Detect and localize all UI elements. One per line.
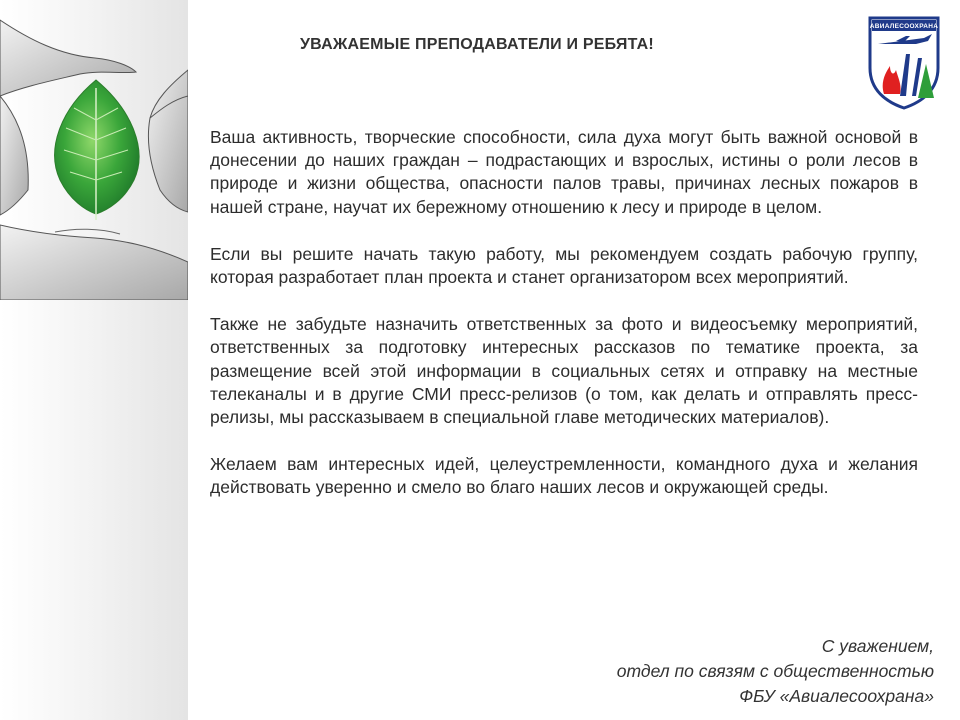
paragraph-wishes: Желаем вам интересных идей, целеустремленности, командного духа и желания действовать уверенно и смело во благо наших лесов и окружающей среды. xyxy=(210,454,918,498)
page-title: УВАЖАЕМЫЕ ПРЕПОДАВАТЕЛИ И РЕБЯТА! xyxy=(300,36,654,53)
signature-line-organization: ФБУ «Авиалесоохрана» xyxy=(739,686,934,706)
paragraph-working-group: Если вы решите начать такую работу, мы рекомендуем создать рабочую группу, которая разработает план проекта и станет организатором всех мероприятий. xyxy=(210,243,918,288)
hands-leaf-illustration xyxy=(0,0,188,300)
paragraph-responsibilities: Также не забудьте назначить ответственных за фото и видеосъемку мероприятий, ответственных за подготовку интересных рассказов по тематике проекта, за размещение всей этой информации в социальных сетях и отправку на местные телеканалы и в другие СМИ пресс-релизов (о том, как делать и отправлять пресс-релизы, мы рассказываем в специальной главе методических материалов). xyxy=(210,314,918,428)
letter-body xyxy=(210,126,918,524)
signature xyxy=(414,634,934,709)
logo-text: АВИАЛЕСООХРАНА xyxy=(869,23,939,30)
avialesookhrana-logo xyxy=(866,14,942,110)
paragraph-activity: Ваша активность, творческие способности, сила духа могут быть важной основой в донесении до наших граждан – подрастающих и взрослых, истины о роли лесов в природе и жизни общества, опасности палов травы, причинах лесных пожаров в нашей стране, научат их бережному отношению к лесу и природе в целом. xyxy=(210,127,918,217)
side-panel xyxy=(0,0,188,720)
signature-line-department: отдел по связям с общественностью xyxy=(616,661,934,681)
signature-line-regards: С уважением, xyxy=(821,636,934,656)
